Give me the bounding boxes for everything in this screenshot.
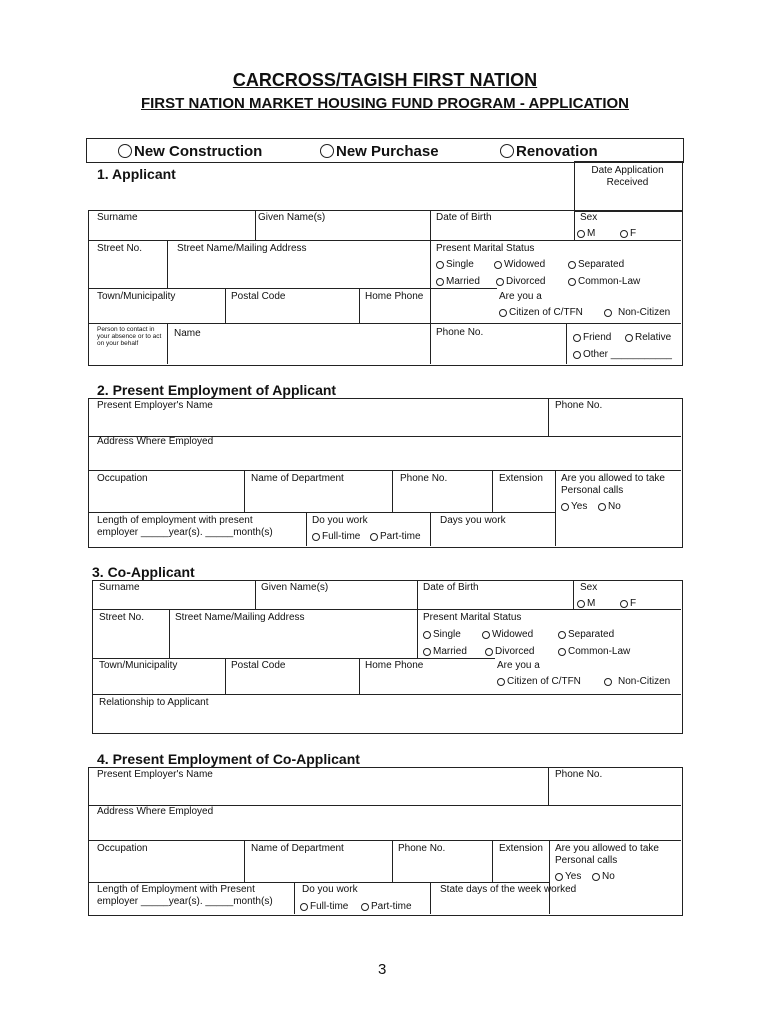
radio-icon[interactable] (436, 261, 444, 269)
days-label: Days you work (440, 515, 506, 526)
relationship-label: Relationship to Applicant (99, 697, 209, 708)
co-do-you-work-label: Do you work (302, 884, 358, 895)
co-calls-no-option[interactable]: No (592, 871, 615, 883)
co-given-name-label: Given Name(s) (261, 582, 329, 593)
radio-icon[interactable] (370, 533, 378, 541)
co-home-phone-label: Home Phone (365, 660, 424, 671)
occupation-label: Occupation (97, 473, 148, 484)
separated-option[interactable]: Separated (568, 259, 624, 271)
co-part-time-option[interactable]: Part-time (361, 901, 412, 913)
radio-icon[interactable] (312, 533, 320, 541)
part-time-option[interactable]: Part-time (370, 531, 421, 543)
contact-name-label: Name (174, 328, 201, 339)
page-title: CARCROSS/TAGISH FIRST NATION (232, 70, 538, 90)
radio-icon[interactable] (568, 278, 576, 286)
co-married-option[interactable]: Married (423, 646, 467, 658)
employer-name-label: Present Employer's Name (97, 400, 213, 411)
radio-icon[interactable] (499, 309, 507, 317)
radio-icon[interactable] (592, 873, 600, 881)
co-widowed-option[interactable]: Widowed (482, 629, 533, 641)
co-sex-f-option[interactable]: F (620, 598, 636, 610)
radio-icon[interactable] (320, 144, 334, 158)
page-number: 3 (378, 961, 387, 978)
co-department-phone-label: Phone No. (398, 843, 446, 854)
co-dob-label: Date of Birth (423, 582, 479, 593)
radio-icon[interactable] (423, 631, 431, 639)
radio-icon[interactable] (573, 351, 581, 359)
divorced-option[interactable]: Divorced (496, 276, 545, 288)
radio-icon[interactable] (598, 503, 606, 511)
street-name-label: Street Name/Mailing Address (177, 243, 307, 254)
radio-icon[interactable] (577, 230, 585, 238)
radio-icon[interactable] (496, 278, 504, 286)
full-time-option[interactable]: Full-time (312, 531, 360, 543)
home-phone-label: Home Phone (365, 291, 424, 302)
radio-icon[interactable] (620, 230, 628, 238)
calls-yes-option[interactable]: Yes (561, 501, 587, 513)
co-street-name-label: Street Name/Mailing Address (175, 612, 305, 623)
radio-icon[interactable] (500, 144, 514, 158)
friend-option[interactable]: Friend (573, 332, 611, 344)
new-construction-option[interactable]: New Construction (118, 143, 262, 160)
employer-address-label: Address Where Employed (97, 436, 214, 447)
co-sex-m-option[interactable]: M (577, 598, 595, 610)
co-full-time-option[interactable]: Full-time (300, 901, 348, 913)
department-label: Name of Department (251, 473, 344, 484)
co-personal-calls-label: Are you allowed to take (555, 843, 659, 854)
married-option[interactable]: Married (436, 276, 480, 288)
radio-icon[interactable] (573, 334, 581, 342)
co-employer-phone-label: Phone No. (555, 769, 603, 780)
co-single-option[interactable]: Single (423, 629, 461, 641)
date-received-label: Date Application Received (591, 165, 664, 188)
given-name-label: Given Name(s) (258, 212, 326, 223)
marital-status-label: Present Marital Status (436, 243, 535, 254)
co-surname-label: Surname (99, 582, 140, 593)
length-label: Length of employment with present (97, 515, 253, 526)
personal-calls-label: Are you allowed to take (561, 473, 665, 484)
renovation-option[interactable]: Renovation (500, 143, 598, 160)
radio-icon[interactable] (568, 261, 576, 269)
personal-calls-label-2: Personal calls (561, 485, 624, 496)
radio-icon[interactable] (482, 631, 490, 639)
co-employer-address-label: Address Where Employed (97, 806, 214, 817)
sex-f-option[interactable]: F (620, 228, 636, 240)
co-length-label: Length of Employment with Present (97, 884, 255, 895)
radio-icon[interactable] (604, 678, 612, 686)
do-you-work-label: Do you work (312, 515, 368, 526)
radio-icon[interactable] (497, 678, 505, 686)
contact-note: Person to contact in your absence or to act on your behalf (97, 326, 162, 347)
single-option[interactable]: Single (436, 259, 474, 271)
radio-icon[interactable] (555, 873, 563, 881)
radio-icon[interactable] (604, 309, 612, 317)
page-subtitle: FIRST NATION MARKET HOUSING FUND PROGRAM - APPLICATION (140, 95, 630, 112)
sex-m-option[interactable]: M (577, 228, 595, 240)
sex-label: Sex (580, 212, 598, 223)
co-divorced-option[interactable]: Divorced (485, 646, 534, 658)
co-citizen-option[interactable]: Citizen of C/TFN (497, 676, 581, 688)
co-calls-yes-option[interactable]: Yes (555, 871, 581, 883)
length-field[interactable]: employer _____year(s). _____month(s) (97, 527, 273, 538)
co-are-you-label: Are you a (497, 660, 540, 671)
surname-label: Surname (97, 212, 138, 223)
relative-option[interactable]: Relative (625, 332, 671, 344)
co-sex-label: Sex (580, 582, 598, 593)
postal-code-label: Postal Code (231, 291, 286, 302)
dob-label: Date of Birth (436, 212, 492, 223)
town-label: Town/Municipality (97, 291, 176, 302)
radio-icon[interactable] (620, 600, 628, 608)
other-option[interactable]: Other ___________ (573, 349, 672, 361)
radio-icon[interactable] (436, 278, 444, 286)
section-3-heading: 3. Co-Applicant (92, 564, 195, 580)
co-occupation-label: Occupation (97, 843, 148, 854)
employer-phone-label: Phone No. (555, 400, 603, 411)
citizen-option[interactable]: Citizen of C/TFN (499, 307, 583, 319)
co-department-label: Name of Department (251, 843, 344, 854)
co-length-field[interactable]: employer _____year(s). _____month(s) (97, 896, 273, 907)
co-employer-name-label: Present Employer's Name (97, 769, 213, 780)
radio-icon[interactable] (118, 144, 132, 158)
extension-label: Extension (499, 473, 543, 484)
contact-phone-label: Phone No. (436, 327, 484, 338)
common-law-option[interactable]: Common-Law (568, 276, 640, 288)
co-marital-status-label: Present Marital Status (423, 612, 522, 623)
radio-icon[interactable] (494, 261, 502, 269)
department-phone-label: Phone No. (400, 473, 448, 484)
radio-icon[interactable] (558, 648, 566, 656)
calls-no-option[interactable]: No (598, 501, 621, 513)
radio-icon[interactable] (577, 600, 585, 608)
section-2-heading: 2. Present Employment of Applicant (97, 382, 337, 398)
radio-icon[interactable] (561, 503, 569, 511)
radio-icon[interactable] (625, 334, 633, 342)
co-days-label: State days of the week worked (440, 884, 577, 895)
radio-icon[interactable] (423, 648, 431, 656)
radio-icon[interactable] (361, 903, 369, 911)
radio-icon[interactable] (558, 631, 566, 639)
radio-icon[interactable] (485, 648, 493, 656)
widowed-option[interactable]: Widowed (494, 259, 545, 271)
section-4-heading: 4. Present Employment of Co-Applicant (97, 751, 360, 767)
co-personal-calls-label-2: Personal calls (555, 855, 618, 866)
are-you-label: Are you a (499, 291, 542, 302)
co-separated-option[interactable]: Separated (558, 629, 614, 641)
new-purchase-option[interactable]: New Purchase (320, 143, 439, 160)
co-street-no-label: Street No. (99, 612, 145, 623)
non-citizen-option[interactable]: Non-Citizen (604, 307, 670, 319)
co-non-citizen-option[interactable]: Non-Citizen (604, 676, 670, 688)
section-1-heading: 1. Applicant (97, 166, 176, 182)
co-extension-label: Extension (499, 843, 543, 854)
co-town-label: Town/Municipality (99, 660, 178, 671)
co-postal-code-label: Postal Code (231, 660, 286, 671)
radio-icon[interactable] (300, 903, 308, 911)
street-no-label: Street No. (97, 243, 143, 254)
co-common-law-option[interactable]: Common-Law (558, 646, 630, 658)
